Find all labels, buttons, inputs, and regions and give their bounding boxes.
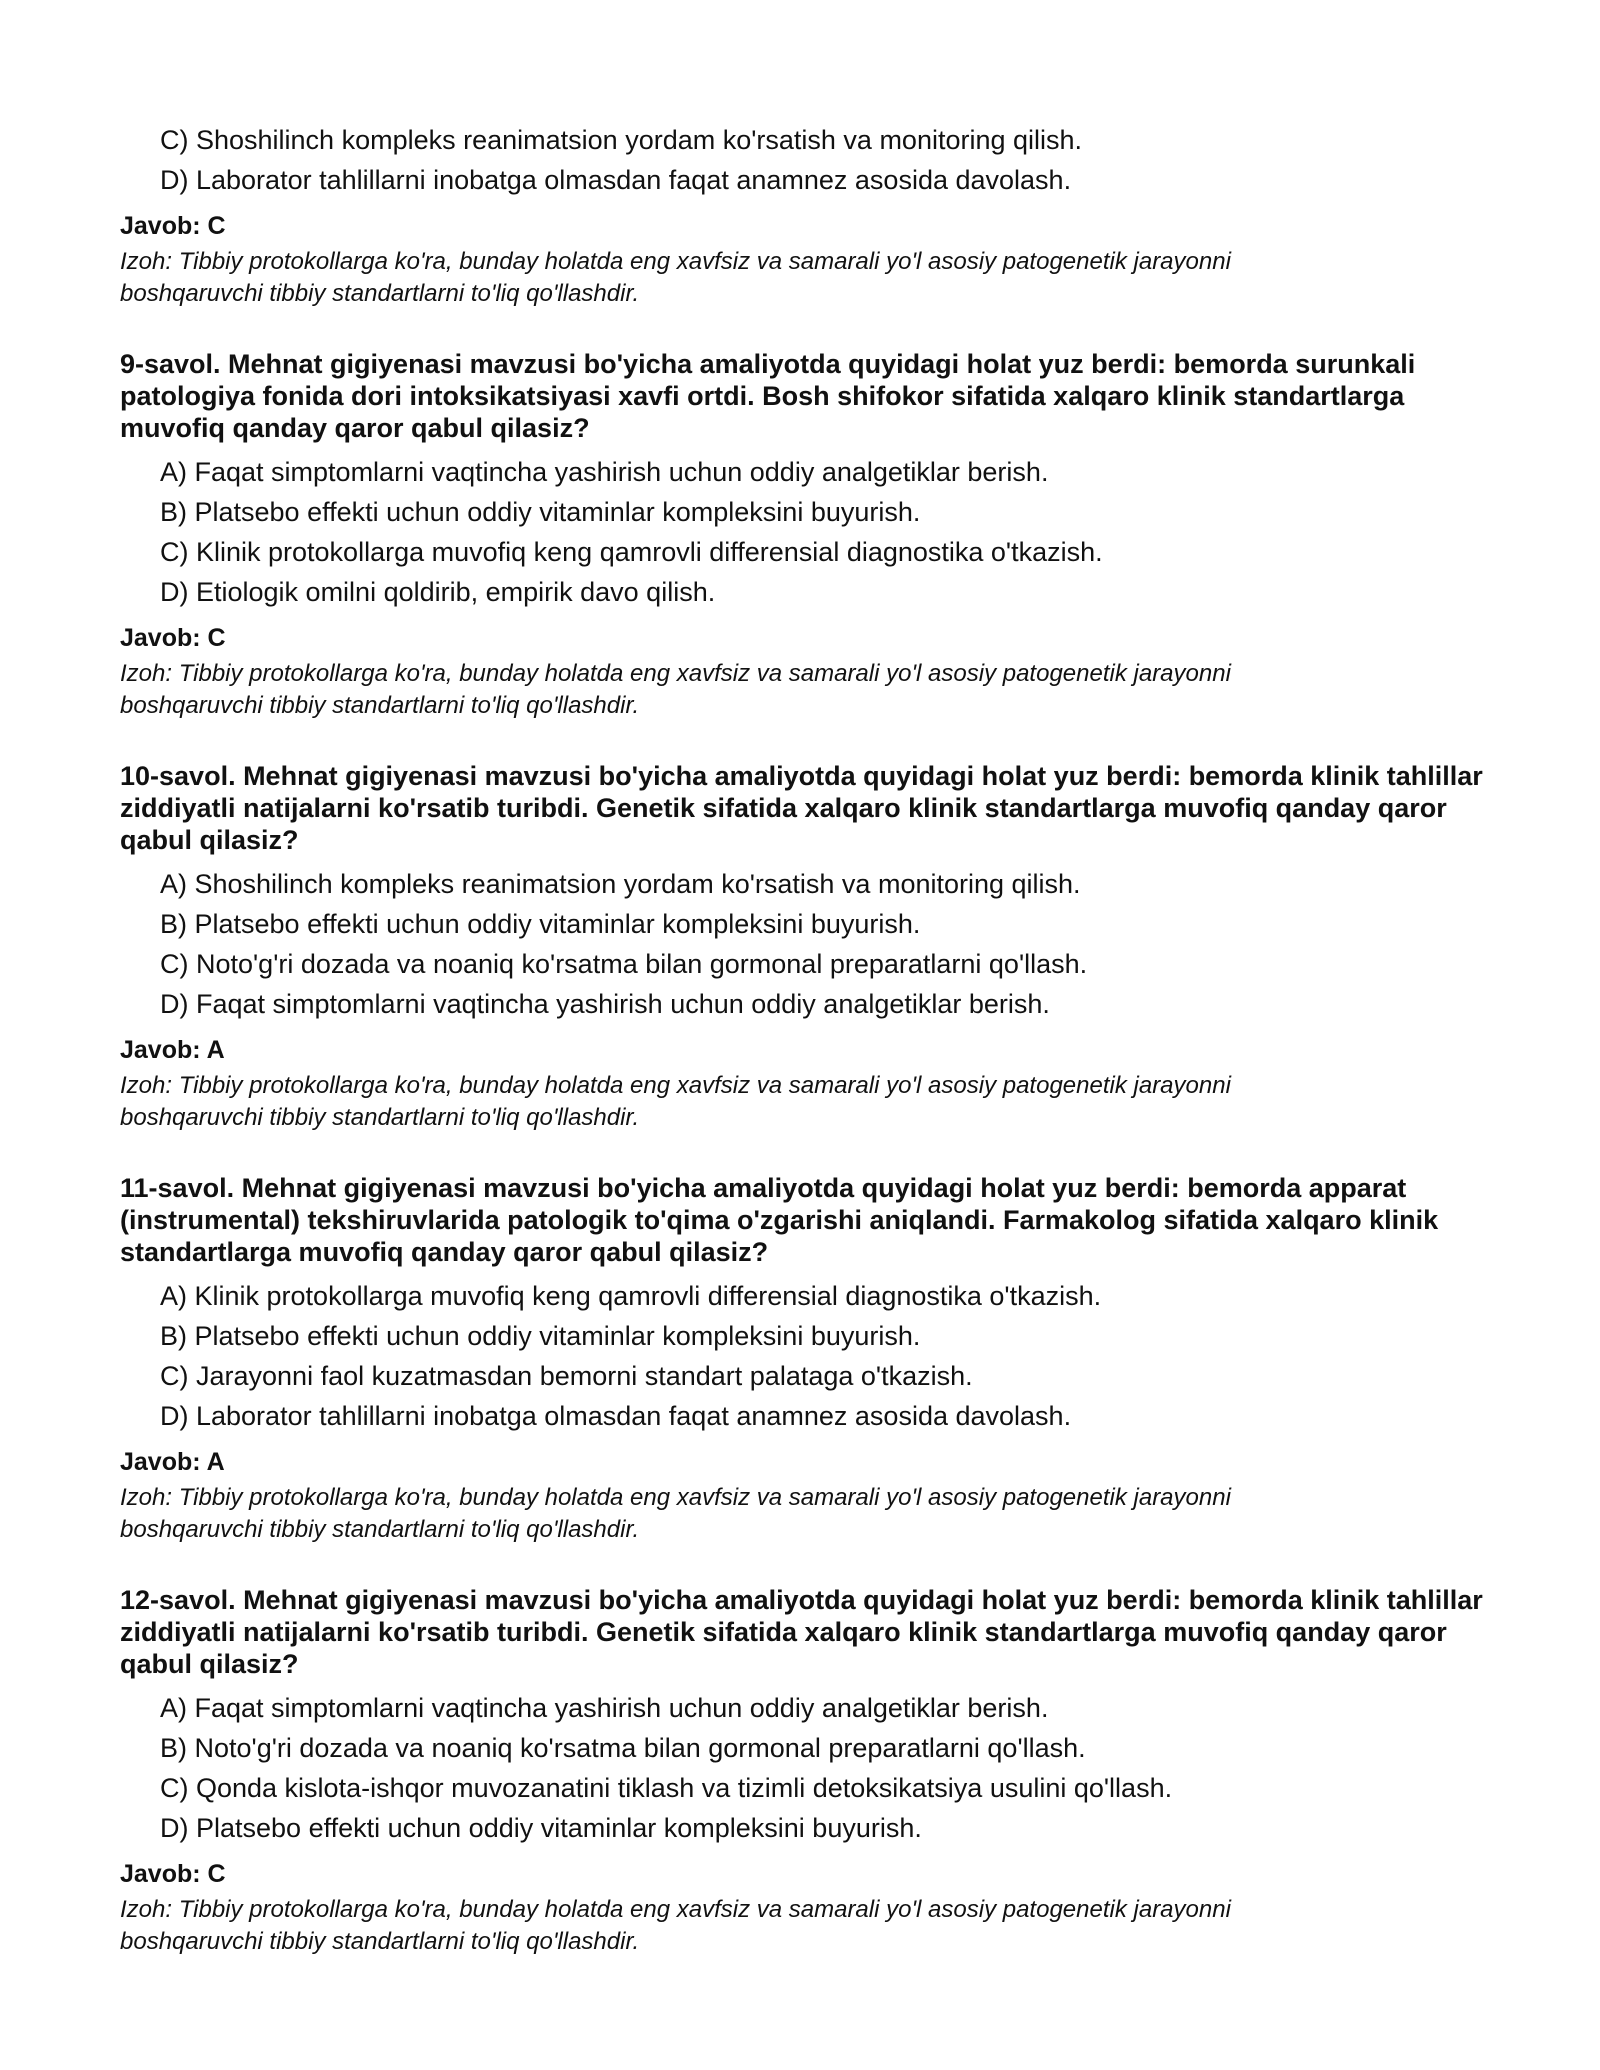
option-a: A) Klinik protokollarga muvofiq keng qamrovli differensial diagnostika o'tkazish. (160, 1281, 1102, 1311)
option-d: D) Laborator tahlillarni inobatga olmasdan faqat anamnez asosida davolash. (160, 1401, 1072, 1431)
option-d: D) Etiologik omilni qoldirib, empirik davo qilish. (160, 577, 716, 607)
question-text: 11-savol. Mehnat gigiyenasi mavzusi bo'yicha amaliyotda quyidagi holat yuz berdi: bemorda apparat (instrumental) tekshiruvlarida patologik to'qima o'zgarishi aniqlandi. Farmakolog sifatida xalqaro klinik standartlarga muvofiq qanday qaror qabul qilasiz? (120, 1173, 1439, 1267)
option-d: D) Platsebo effekti uchun oddiy vitaminlar kompleksini buyurish. (160, 1813, 922, 1843)
option-a: A) Faqat simptomlarni vaqtincha yashirish uchun oddiy analgetiklar berish. (160, 457, 1049, 487)
option-list (120, 1276, 1500, 1436)
question-8-continuation (120, 120, 1500, 310)
option-b: B) Platsebo effekti uchun oddiy vitaminlar kompleksini buyurish. (160, 1321, 921, 1351)
option-d: D) Faqat simptomlarni vaqtincha yashirish uchun oddiy analgetiklar berish. (160, 989, 1050, 1019)
option-list (120, 452, 1500, 612)
option-b: B) Noto'g'ri dozada va noaniq ko'rsatma bilan gormonal preparatlarni qo'llash. (160, 1733, 1086, 1763)
explanation-note: Izoh: Tibbiy protokollarga ko'ra, bunday holatda eng xavfsiz va samarali yo'l asosiy patogenetik jarayonni boshqaruvchi tibbiy standartlarni to'liq qo'llashdir. (120, 248, 1231, 307)
question-11 (120, 1172, 1500, 1546)
explanation-note: Izoh: Tibbiy protokollarga ko'ra, bunday holatda eng xavfsiz va samarali yo'l asosiy patogenetik jarayonni boshqaruvchi tibbiy standartlarni to'liq qo'llashdir. (120, 1072, 1231, 1131)
option-list (120, 1688, 1500, 1848)
answer-label: Javob: C (120, 624, 226, 652)
explanation-note: Izoh: Tibbiy protokollarga ko'ra, bunday holatda eng xavfsiz va samarali yo'l asosiy patogenetik jarayonni boshqaruvchi tibbiy standartlarni to'liq qo'llashdir. (120, 1896, 1231, 1955)
question-12 (120, 1584, 1500, 1958)
option-c: C) Jarayonni faol kuzatmasdan bemorni standart palataga o'tkazish. (160, 1361, 973, 1391)
answer-label: Javob: C (120, 212, 226, 240)
option-b: B) Platsebo effekti uchun oddiy vitaminlar kompleksini buyurish. (160, 497, 921, 527)
option-list (120, 120, 1500, 200)
explanation-note: Izoh: Tibbiy protokollarga ko'ra, bunday holatda eng xavfsiz va samarali yo'l asosiy patogenetik jarayonni boshqaruvchi tibbiy standartlarni to'liq qo'llashdir. (120, 1484, 1231, 1543)
question-text: 9-savol. Mehnat gigiyenasi mavzusi bo'yicha amaliyotda quyidagi holat yuz berdi: bemorda surunkali patologiya fonida dori intoksikatsiyasi xavfi ortdi. Bosh shifokor sifatida xalqaro klinik standartlarga muvofiq qanday qaror qabul qilasiz? (120, 349, 1416, 443)
option-c: C) Qonda kislota-ishqor muvozanatini tiklash va tizimli detoksikatsiya usulini qo'llash. (160, 1773, 1173, 1803)
question-text: 10-savol. Mehnat gigiyenasi mavzusi bo'yicha amaliyotda quyidagi holat yuz berdi: bemorda klinik tahlillar ziddiyatli natijalarni ko'rsatib turibdi. Genetik sifatida xalqaro klinik standartlarga muvofiq qanday qaror qabul qilasiz? (120, 761, 1483, 855)
answer-label: Javob: A (120, 1036, 225, 1064)
option-c: C) Klinik protokollarga muvofiq keng qamrovli differensial diagnostika o'tkazish. (160, 537, 1103, 567)
option-a: A) Shoshilinch kompleks reanimatsion yordam ko'rsatish va monitoring qilish. (160, 869, 1081, 899)
explanation-note: Izoh: Tibbiy protokollarga ko'ra, bunday holatda eng xavfsiz va samarali yo'l asosiy patogenetik jarayonni boshqaruvchi tibbiy standartlarni to'liq qo'llashdir. (120, 660, 1231, 719)
option-list (120, 864, 1500, 1024)
question-text: 12-savol. Mehnat gigiyenasi mavzusi bo'yicha amaliyotda quyidagi holat yuz berdi: bemorda klinik tahlillar ziddiyatli natijalarni ko'rsatib turibdi. Genetik sifatida xalqaro klinik standartlarga muvofiq qanday qaror qabul qilasiz? (120, 1585, 1483, 1679)
answer-label: Javob: A (120, 1448, 225, 1476)
option-a: A) Faqat simptomlarni vaqtincha yashirish uchun oddiy analgetiklar berish. (160, 1693, 1049, 1723)
option-c: C) Noto'g'ri dozada va noaniq ko'rsatma bilan gormonal preparatlarni qo'llash. (160, 949, 1088, 979)
question-9 (120, 348, 1500, 722)
question-10 (120, 760, 1500, 1134)
option-c: C) Shoshilinch kompleks reanimatsion yordam ko'rsatish va monitoring qilish. (160, 125, 1083, 155)
option-b: B) Platsebo effekti uchun oddiy vitaminlar kompleksini buyurish. (160, 909, 921, 939)
option-d: D) Laborator tahlillarni inobatga olmasdan faqat anamnez asosida davolash. (160, 165, 1072, 195)
answer-label: Javob: C (120, 1860, 226, 1888)
document-page (120, 120, 1500, 1958)
